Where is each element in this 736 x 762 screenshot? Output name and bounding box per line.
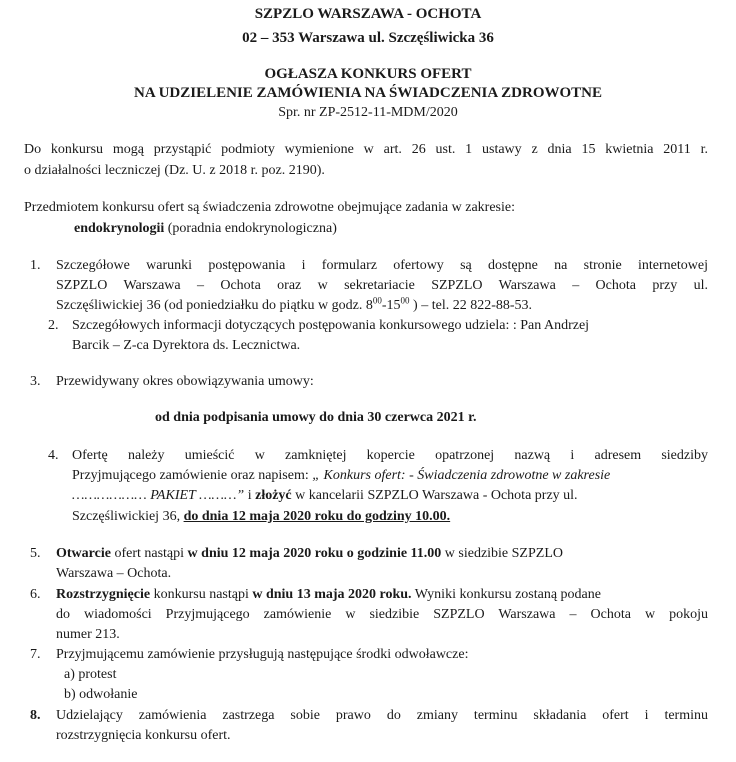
org-address: 02 – 353 Warszawa ul. Szczęśliwicka 36 [242, 30, 494, 46]
remedy-appeal: b) odwołanie [64, 687, 138, 702]
item-7-number: 7. [30, 647, 41, 662]
item-2-number: 2. [48, 318, 59, 333]
item-4-line-4: Szczęśliwickiej 36, do dnia 12 maja 2020 roku do godziny 10.00. [72, 509, 451, 524]
org-name: SZPZLO WARSZAWA - OCHOTA [254, 6, 482, 22]
item-2-line-1: Szczegółowych informacji dotyczących postępowania konkursowego udziela: : Pan Andrzej [72, 318, 590, 333]
item-4-line-2: Przyjmującego zamówienie oraz napisem: „ Konkurs ofert: - Świadczenia zdrowotne w zakresie [72, 468, 611, 483]
item-4-line-1: Ofertę należy umieścić w zamkniętej kopercie opatrzonej nazwą i adresem siedziby [72, 448, 708, 463]
item-5-line-1: Otwarcie ofert nastąpi w dniu 12 maja 2020 roku o godzinie 11.00 w siedzibie SZPZLO [56, 546, 563, 561]
item-3-number: 3. [30, 374, 41, 389]
item-1-line-2: SZPZLO Warszawa – Ochota oraz w sekretariacie SZPZLO Warszawa – Ochota przy ul. [56, 278, 708, 293]
item-6-number: 6. [30, 587, 41, 602]
intro-line-1: Do konkursu mogą przystąpić podmioty wymienione w art. 26 ust. 1 ustawy z dnia 15 kwietnia 2011 r. [24, 142, 708, 157]
announcement-title: OGŁASZA KONKURS OFERT [264, 66, 472, 82]
item-1-line-3: Szczęśliwickiej 36 (od poniedziałku do piątku w godz. $8^{00}-15^{00}$ ) – tel. 22 822-88-53. [56, 295, 533, 313]
item-8-line-2: rozstrzygnięcia konkursu ofert. [56, 728, 231, 743]
reference-number: Spr. nr ZP-2512-11-MDM/2020 [278, 105, 458, 120]
announcement-subtitle: NA UDZIELENIE ZAMÓWIENIA NA ŚWIADCZENIA ZDROWOTNE [133, 85, 602, 101]
contract-period: od dnia podpisania umowy do dnia 30 czerwca 2021 r. [155, 410, 477, 425]
item-4-line-3: ……………… PAKIET ………” i złożyć w kancelarii SZPZLO Warszawa - Ochota przy ul. [72, 488, 578, 503]
intro-line-2: o działalności leczniczej (Dz. U. z 2018 r. poz. 2190). [24, 163, 325, 178]
subject-scope: endokrynologii (poradnia endokrynologiczna) [74, 221, 337, 236]
remedy-protest: a) protest [64, 667, 117, 682]
item-3-line-1: Przewidywany okres obowiązywania umowy: [56, 374, 314, 389]
item-1-number: 1. [30, 258, 41, 273]
item-4-number: 4. [48, 448, 59, 463]
item-6-line-3: numer 213. [56, 627, 120, 642]
item-2-line-2: Barcik – Z-ca Dyrektora ds. Lecznictwa. [72, 338, 301, 353]
item-1-line-1: Szczegółowe warunki postępowania i formularz ofertowy są dostępne na stronie internetowej [56, 258, 708, 273]
subject-line: Przedmiotem konkursu ofert są świadczenia zdrowotne obejmujące zadania w zakresie: [24, 200, 515, 215]
item-5-number: 5. [30, 546, 41, 561]
item-6-line-1: Rozstrzygnięcie konkursu nastąpi w dniu 13 maja 2020 roku. Wyniki konkursu zostaną podane [56, 587, 601, 602]
item-7-line-1: Przyjmującemu zamówienie przysługują następujące środki odwoławcze: [56, 647, 469, 662]
item-6-line-2: do wiadomości Przyjmującego zamówienie w siedzibie SZPZLO Warszawa – Ochota w pokoju [56, 607, 708, 622]
item-8-line-1: Udzielający zamówienia zastrzega sobie prawo do zmiany terminu składania ofert i terminu [56, 708, 708, 723]
item-8-number: 8. [30, 708, 41, 723]
item-5-line-2: Warszawa – Ochota. [56, 566, 172, 581]
